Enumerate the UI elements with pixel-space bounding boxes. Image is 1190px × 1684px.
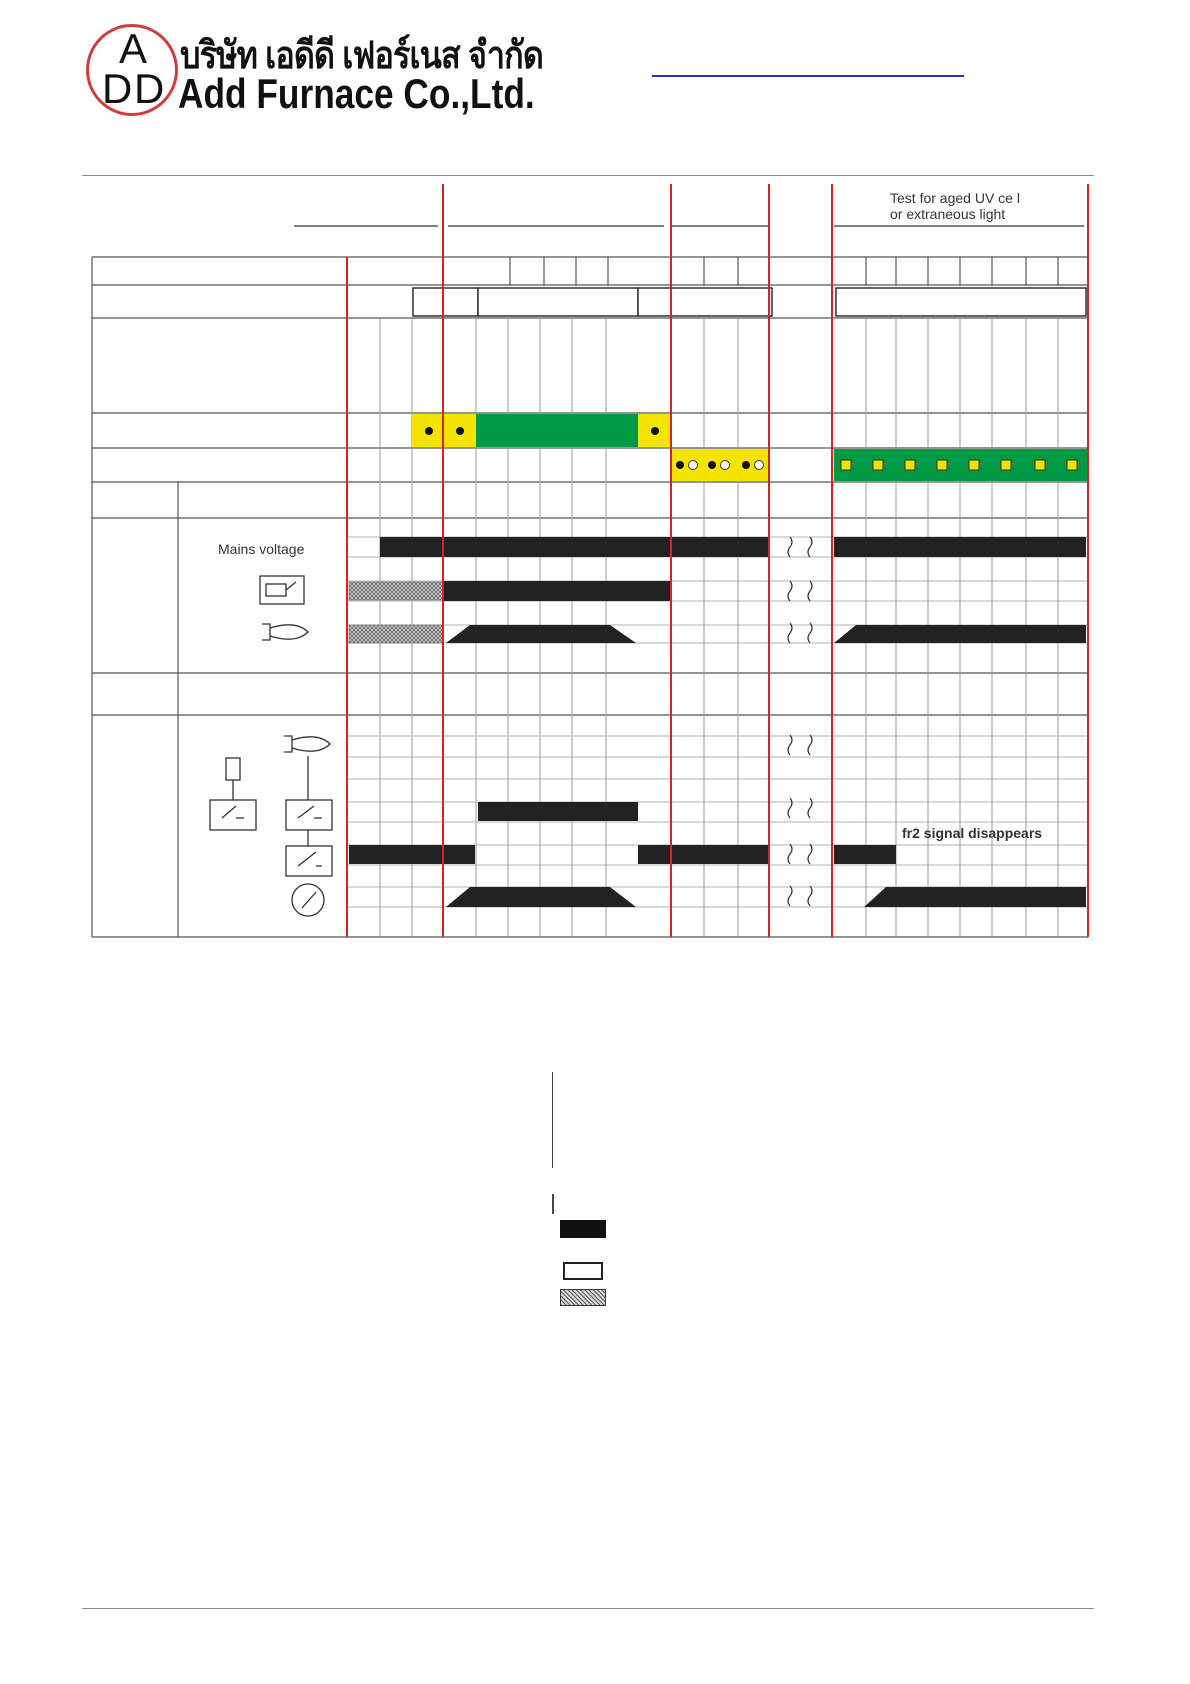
flame-nozzle-icon <box>262 624 308 640</box>
logo-letter-d2: D <box>134 65 165 112</box>
switch-icon-2 <box>286 800 332 876</box>
break-marker <box>788 798 792 818</box>
break-marker <box>788 623 792 643</box>
break-marker <box>808 537 812 557</box>
break-marker <box>788 886 792 906</box>
led-square <box>1001 460 1011 470</box>
switch-icon <box>210 758 256 830</box>
break-marker <box>808 886 812 906</box>
legend-tick <box>552 1194 554 1214</box>
break-marker <box>808 844 812 864</box>
undefined-bars <box>349 582 443 643</box>
led-square <box>937 460 947 470</box>
led-square <box>905 460 915 470</box>
logo-letter-d1: D <box>102 65 133 112</box>
break-marker <box>808 798 812 818</box>
row-label-mains: Mains voltage <box>218 541 305 557</box>
legend-signal-on <box>560 1220 606 1238</box>
break-marker <box>788 735 792 755</box>
break-marker <box>808 735 812 755</box>
header-link[interactable] <box>652 75 964 77</box>
gauge-icon <box>292 884 324 916</box>
break-marker <box>788 581 792 601</box>
timing-diagram <box>0 170 1190 950</box>
led-square <box>1035 460 1045 470</box>
time-break-markers <box>788 537 812 906</box>
led-row-1 <box>412 414 670 447</box>
break-marker <box>788 537 792 557</box>
flame-nozzle-icon-2 <box>284 736 330 800</box>
led-square <box>873 460 883 470</box>
legend-signal-undefined <box>560 1289 606 1306</box>
break-marker <box>788 844 792 864</box>
annotation-fr2: fr2 signal disappears <box>902 825 1043 841</box>
legend-vertical-line <box>552 1072 553 1168</box>
led-row-2 <box>672 449 1087 481</box>
output-bars <box>349 802 1086 907</box>
led-square <box>1067 460 1077 470</box>
footer-divider <box>82 1608 1094 1609</box>
relay-box-icon <box>260 576 304 604</box>
phase-label-aged-uv-2: or extraneous light <box>890 206 1006 222</box>
input-bars <box>380 537 1086 643</box>
header-ticks <box>510 257 1058 285</box>
break-marker <box>808 581 812 601</box>
break-marker <box>808 623 812 643</box>
phase-label-aged-uv-1: Test for aged UV ce l <box>890 190 1020 206</box>
phase-boxes <box>413 288 1086 316</box>
company-name-thai: บริษัท เอดีดี เฟอร์เนส จำกัด <box>180 35 543 77</box>
legend-signal-off <box>563 1262 603 1280</box>
led-square <box>841 460 851 470</box>
logo-letter-a: A <box>119 25 148 72</box>
company-name-english: Add Furnace Co.,Ltd. <box>178 70 535 117</box>
led-square <box>969 460 979 470</box>
